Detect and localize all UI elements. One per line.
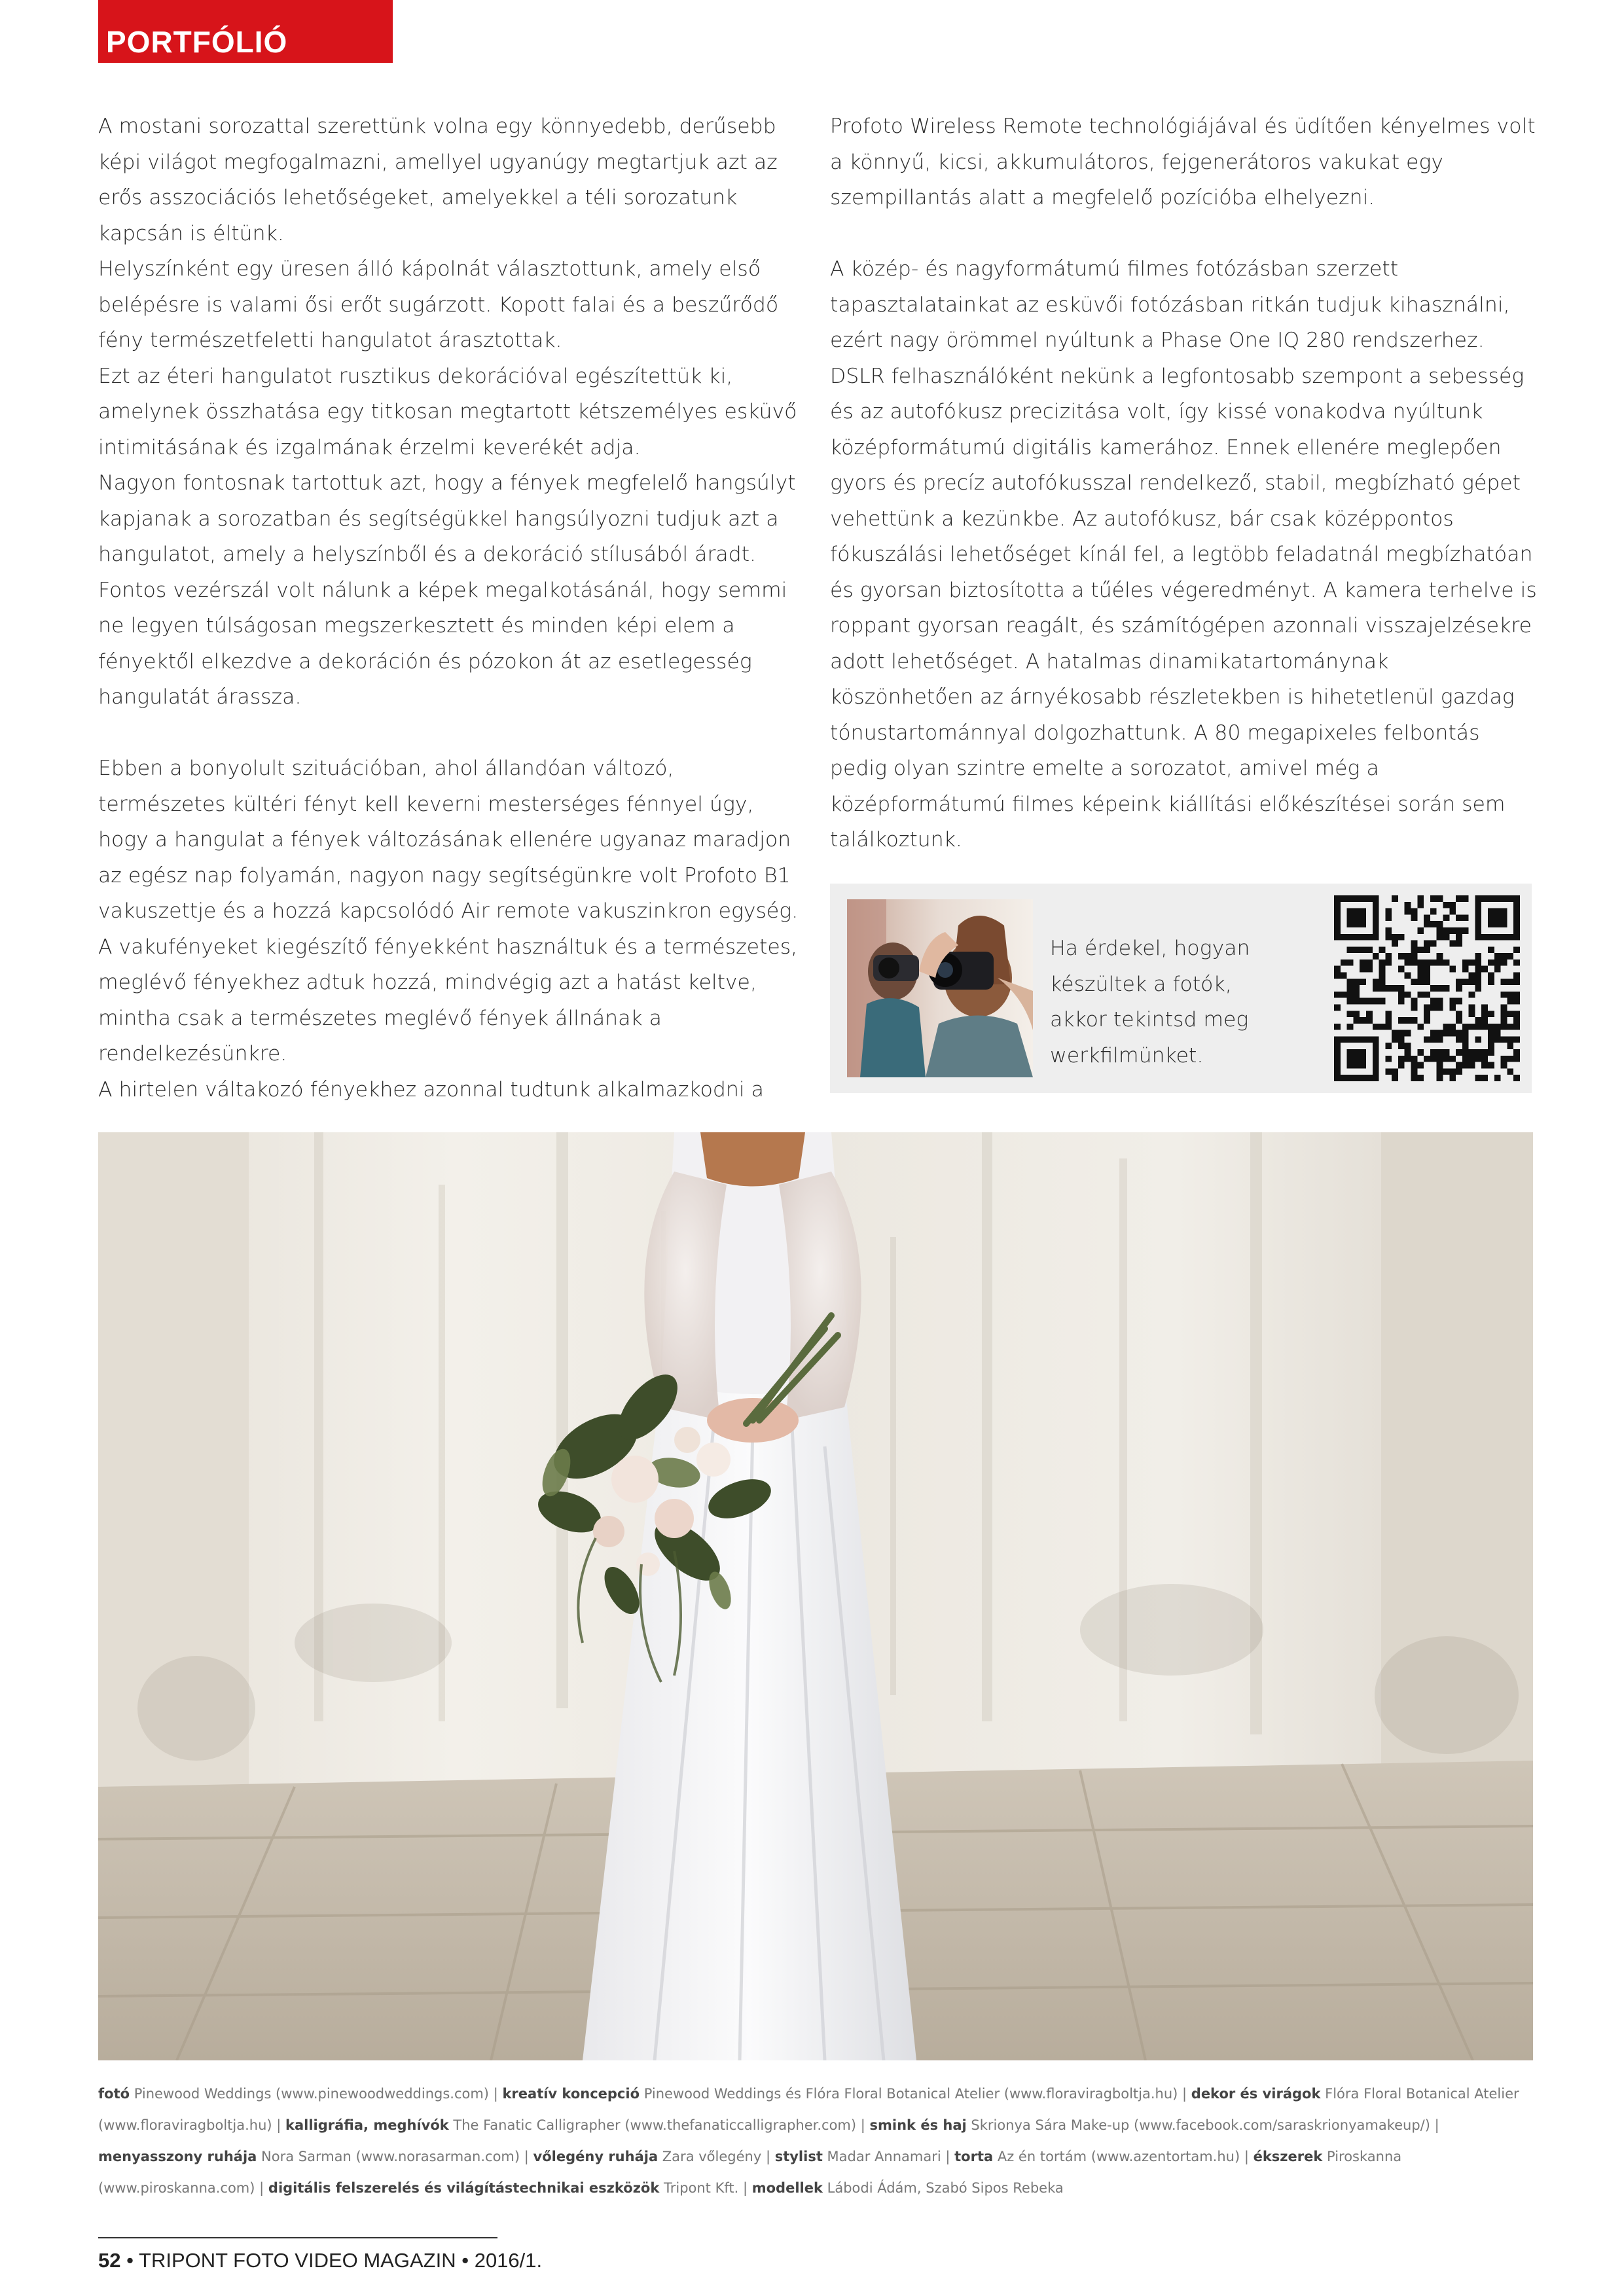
- right-column: [830, 109, 1537, 858]
- bride-photo: [98, 1132, 1533, 2060]
- paragraph: A hirtelen váltakozó fényekhez azonnal tudtunk alkalmazkodni a: [98, 1077, 764, 1102]
- credit-label: ékszerek: [1253, 2149, 1323, 2164]
- credit-value: The Fanatic Calligrapher (www.thefanaticcalligrapher.com): [448, 2117, 857, 2133]
- credit-label: digitális felszerelés és világítástechnikai eszközök: [268, 2180, 660, 2196]
- paragraph: A mostani sorozattal szerettünk volna egy könnyedebb, derűsebb képi világot megfogalmazni, amellyel ugyanúgy megtartjuk azt az erős asszociációs lehetőségeket, amelyekkel a téli sorozatunk kapcsán is éltünk.: [98, 115, 778, 245]
- credit-label: torta: [954, 2149, 994, 2164]
- credit-label: dekor és virágok: [1191, 2086, 1321, 2102]
- credit-label: kalligráfia, meghívók: [285, 2117, 449, 2133]
- paragraph: Ebben a bonyolult szituációban, ahol állandóan változó, természetes kültéri fényt kell keverni mesterséges fénnyel úgy, hogy a hangulat a fények változásának ellenére ugyanaz maradjon az egész nap folyamán, nagyon nagy segítségünkre volt Profoto B1 vakuszettje és a hozzá kapcsolódó Air remote vakuszinkron egység. A vakufényeket kiegészítő fényekként használtuk és a természetes, meglévő fényekhez adtuk hozzá, mindvégig azt a hatást keltve, mintha csak a természetes meglévő fények állnának a rendelkezésünkre.: [98, 757, 799, 1066]
- credit-value: Az én tortám (www.azentortam.hu): [993, 2149, 1240, 2164]
- paragraph: Helyszínként egy üresen álló kápolnát választottunk, amely első belépésre is valami ősi erőt sugárzott. Kopott falai és a beszűrődő fény természetfeletti hangulatot árasztottak.: [98, 257, 779, 352]
- qr-code-icon[interactable]: [1334, 895, 1520, 1081]
- credit-value: Piroskanna (www.piroskanna.com): [98, 2149, 1402, 2196]
- left-column: [98, 109, 805, 1107]
- credit-value: Zara vőlegény: [658, 2149, 762, 2164]
- footer-bullet: •: [126, 2249, 134, 2272]
- paragraph: Profoto Wireless Remote technológiájával és üdítően kényelmes volt a könnyű, kicsi, akkumulátoros, fejgenerátoros vakukat egy szempillantás alatt a megfelelő pozícióba elhelyezni.: [830, 115, 1536, 209]
- credit-value: Flóra Floral Botanical Atelier (www.floraviragboltja.hu): [98, 2086, 1519, 2133]
- making-of-photo: [847, 899, 1033, 1077]
- section-tag-label: PORTFÓLIÓ: [106, 25, 288, 59]
- magazine-name: TRIPONT FOTO VIDEO MAGAZIN: [139, 2249, 456, 2272]
- credit-value: Nora Sarman (www.norasarman.com): [257, 2149, 520, 2164]
- issue-number: 2016/1.: [474, 2249, 543, 2272]
- section-tag: [98, 0, 393, 63]
- credit-value: Madar Annamari: [822, 2149, 941, 2164]
- credit-label: modellek: [751, 2180, 823, 2196]
- credit-value: Pinewood Weddings és Flóra Floral Botanical Atelier (www.floraviragboltja.hu): [640, 2086, 1178, 2102]
- credit-value: Pinewood Weddings (www.pinewoodweddings.com): [130, 2086, 490, 2102]
- credit-value: Lábodi Ádám, Szabó Sipos Rebeka: [822, 2180, 1064, 2196]
- photo-credits: fotó Pinewood Weddings (www.pinewoodweddings.com) | kreatív koncepció Pinewood Weddings és Flóra Floral Botanical Atelier (www.floraviragboltja.hu) | dekor és virágok Flóra Floral Botanical Atelier (www.floraviragboltja.hu) | kalligráfia, meghívók The Fanatic Calligrapher (www.thefanaticcalligrapher.com) | smink és haj Skrionya Sára Make-up (www.facebook.com/saraskrionyamakeup/) | menyasszony ruhája Nora Sarman (www.norasarman.com) | vőlegény ruhája Zara vőlegény | stylist Madar Annamari | torta Az én tortám (www.azentortam.hu) | ékszerek Piroskanna (www.piroskanna.com) | digitális felszerelés és világítástechnikai eszközök Tripont Kft. | modellek Lábodi Ádám, Szabó Sipos Rebeka: [98, 2086, 1519, 2196]
- credit-label: smink és haj: [869, 2117, 967, 2133]
- credit-label: stylist: [774, 2149, 823, 2164]
- credit-label: kreatív koncepció: [502, 2086, 640, 2102]
- credit-value: Skrionya Sára Make-up (www.facebook.com/saraskrionyamakeup/): [966, 2117, 1430, 2133]
- page-number: 52: [98, 2249, 121, 2272]
- paragraph: A közép- és nagyformátumú filmes fotózásban szerzett tapasztalatainkat az esküvői fotózásban ritkán tudjuk kihasználni, ezért nagy örömmel nyúltunk a Phase One IQ 280 rendszerhez. DSLR felhasználóként nekünk a legfontosabb szempont a sebesség és az autofókusz precizitása volt, így kissé vonakodva nyúltunk középformátumú digitális kamerához. Ennek ellenére meglepően gyors és precíz autofókusszal rendelkező, stabil, megbízható gépet vehettünk a kezünkbe. Az autofókusz, bár csak középpontos fókuszálási lehetőséget kínál fel, a legtöbb feladatnál megbízhatóan és gyorsan biztosította a tűéles végeredményt. A kamera terhelve is roppant gyorsan reagált, és számítógépen azonnali visszajelzésekre adott lehetőséget. A hatalmas dinamikatartománynak köszönhetően az árnyékosabb részletekben is hihetetlenül gazdag tónustartománnyal dolgozhattunk. A 80 megapixeles felbontás pedig olyan szintre emelte a sorozatot, amivel még a középformátumú filmes képeink kiállítási előkészítései során sem találkoztunk.: [830, 257, 1537, 852]
- footer-bullet: •: [461, 2249, 469, 2272]
- page-footer: [98, 2249, 542, 2272]
- credit-label: menyasszony ruhája: [98, 2149, 257, 2164]
- making-of-box[interactable]: [830, 884, 1532, 1093]
- paragraph: Nagyon fontosnak tartottuk azt, hogy a fények megfelelő hangsúlyt kapjanak a sorozatban és segítségükkel hangsúlyozni tudjuk azt a hangulatot, amely a helyszínből és a dekoráció stílusából áradt. Fontos vezérszál volt nálunk a képek megalkotásánál, hogy semmi ne legyen túlságosan megszerkesztett és minden képi elem a fényektől elkezdve a dekoráción és pózokon át az esetlegesség hangulatát árassza.: [98, 471, 796, 709]
- credit-label: fotó: [98, 2086, 130, 2102]
- credit-label: vőlegény ruhája: [533, 2149, 659, 2164]
- footer-divider: [98, 2237, 497, 2238]
- making-of-text: Ha érdekel, hogyan készültek a fotók, akkor tekintsd meg werkfilmünket.: [1050, 937, 1250, 1067]
- paragraph: Ezt az éteri hangulatot rusztikus dekorációval egészítettük ki, amelynek összhatása egy titkosan megtartott kétszemélyes esküvő intimitásának és izgalmának érzelmi keverékét adja.: [98, 364, 797, 459]
- credit-value: Tripont Kft.: [659, 2180, 739, 2196]
